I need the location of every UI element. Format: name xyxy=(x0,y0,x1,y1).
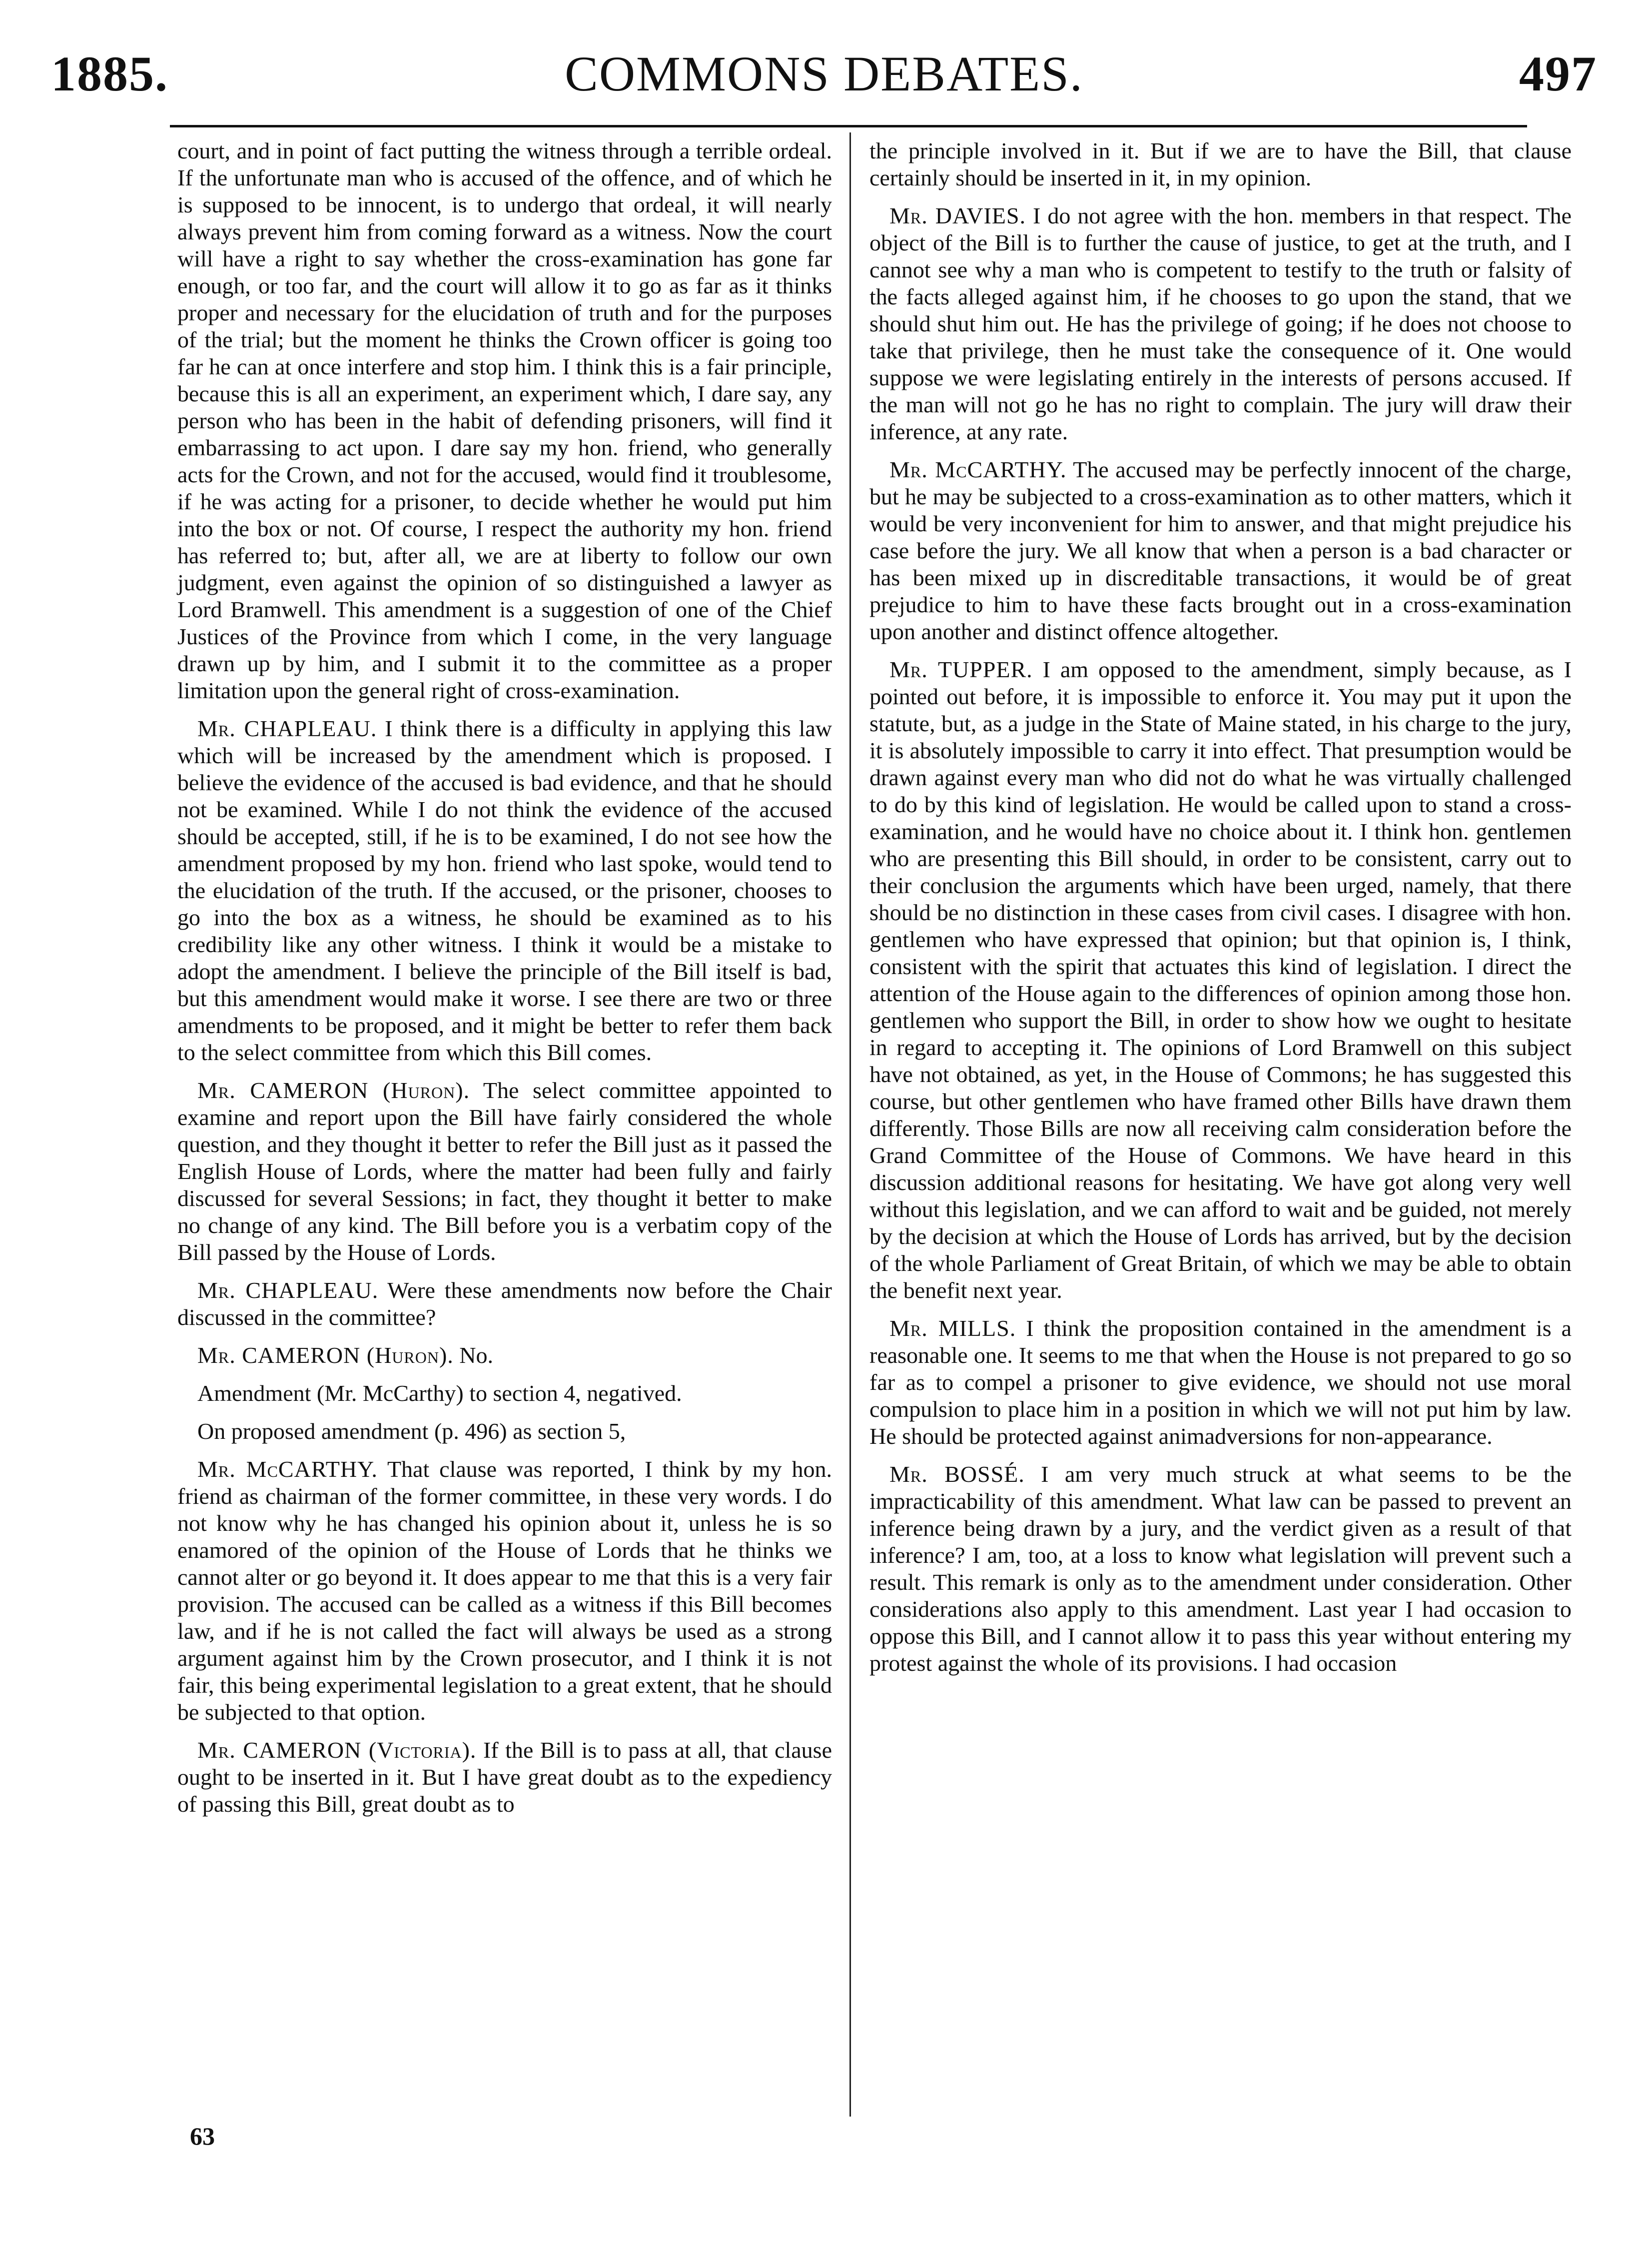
paragraph xyxy=(869,137,1572,191)
speaker-name: Mr. MILLS. xyxy=(889,1315,1016,1341)
paragraph-text: The accused may be perfectly innocent of the charge, but he may be subjected to a cross-examination as to other matters, which it would be very inconvenient for him to answer, and that might prejudice his case before the jury. We all know that when a person is a bad character or has been mixed up in discreditable transactions, it would be of great prejudice to him to have these facts brought out in a cross-examination upon another and distinct offence altogether. xyxy=(869,457,1572,644)
paragraph-text: Amendment (Mr. McCarthy) to section 4, negatived. xyxy=(197,1380,682,1406)
header-rule xyxy=(170,125,1527,127)
left-column xyxy=(177,137,832,1829)
paragraph-text: The select committee appointed to examine and report upon the Bill have fairly considered the whole question, and they thought it better to refer the Bill just as it passed the English House of Lords, where the matter had been fully and fairly discussed for several Sessions; in fact, they thought it better to make no change of any kind. The Bill before you is a verbatim copy of the Bill passed by the House of Lords. xyxy=(177,1078,832,1265)
header-title: COMMONS DEBATES. xyxy=(565,46,1083,101)
paragraph xyxy=(869,202,1572,445)
right-column xyxy=(869,137,1572,1688)
paragraph xyxy=(869,456,1572,645)
paragraph xyxy=(177,1380,832,1407)
header-page-number: 497 xyxy=(1519,46,1597,101)
header-year: 1885. xyxy=(51,46,168,101)
paragraph-text: That clause was reported, I think by my hon. friend as chairman of the former committee, in these very words. I do not know why he has changed his opinion about it, unless he is so enamored of the opinion of the House of Lords that he thinks we cannot alter or go beyond it. It does appear to me that this is a very fair provision. The accused can be called as a witness if this Bill becomes law, and if he is not called the fact will always be used as a strong argument against him by the Crown prosecutor, and I think it is not fair, this being experimental legislation to a great extent, that he should be subjected to that option. xyxy=(177,1456,832,1725)
paragraph xyxy=(177,1077,832,1266)
paragraph-text: If the Bill is to pass at all, that clause ought to be inserted in it. But I have great doubt as to the expediency of passing this Bill, great doubt as to xyxy=(177,1737,832,1817)
speaker-name: Mr. CHAPLEAU. xyxy=(197,1277,379,1303)
paragraph xyxy=(177,1456,832,1726)
column-divider xyxy=(849,132,851,2117)
paragraph-text: court, and in point of fact putting the witness through a terrible ordeal. If the unfortunate man who is accused of the offence, and of which he is supposed to be innocent, is to undergo that ordeal, it will nearly always prevent him from coming forward as a witness. Now the court will have a right to say whether the cross-examination has gone far enough, or too far, and the court will allow it to go as far as it thinks proper and necessary for the elucidation of truth and for the purposes of the trial; but the moment he thinks the Crown officer is going too far he can at once interfere and stop him. I think this is a fair principle, because this is all an experiment, an experiment which, I dare say, any person who has been in the habit of defending prisoners, will find it embarrassing to act upon. I dare say my hon. friend, who generally acts for the Crown, and not for the accused, would find it troublesome, if he was acting for a prisoner, to decide whether he would put him into the box or not. Of course, I respect the authority my hon. friend has referred to; but, after all, we are at liberty to follow our own judgment, even against the opinion of so distinguished a lawyer as Lord Bramwell. This amendment is a suggestion of one of the Chief Justices of the Province from which I come, in the very language drawn up by him, and I submit it to the committee as a proper limitation upon the general right of cross-examination. xyxy=(177,138,832,703)
paragraph xyxy=(177,715,832,1066)
paragraph xyxy=(177,1342,832,1369)
speaker-name: Mr. CAMERON (Victoria). xyxy=(197,1737,477,1763)
paragraph xyxy=(177,1737,832,1818)
page-header xyxy=(51,37,1597,107)
speaker-name: Mr. DAVIES. xyxy=(889,203,1026,228)
paragraph xyxy=(177,1277,832,1331)
paragraph-text: I am very much struck at what seems to be the impracticability of this amendment. What law can be passed to prevent an inference being drawn by a jury, and the verdict given as a result of that inference? I am, too, at a loss to know what legislation will prevent such a result. This remark is only as to the amendment under consideration. Other considerations also apply to this amendment. Last year I had occasion to oppose this Bill, and I cannot allow it to pass this year without entering my protest against the whole of its provisions. I had occasion xyxy=(869,1461,1572,1676)
paragraph-text: I am opposed to the amendment, simply because, as I pointed out before, it is impossible to enforce it. You may put it upon the statute, but, as a judge in the State of Maine stated, in his charge to the jury, it is absolutely impossible to carry it into effect. That presumption would be drawn against every man who did not do what he was virtually challenged to do by this kind of legislation. He would be called upon to stand a cross-examination, and he would have no choice about it. I think hon. gentlemen who are presenting this Bill should, in order to be consistent, carry out to their conclusion the arguments which have been urged, namely, that there should be no distinction in these cases from civil cases. I disagree with hon. gentlemen who have expressed that opinion; but that opinion is, I think, consistent with the spirit that actuates this kind of legislation. I direct the attention of the House again to the differences of opinion among those hon. gentlemen who support the Bill, in order to show how we ought to hesitate in regard to accepting it. The opinions of Lord Bramwell on this subject have not obtained, as yet, in the House of Commons; he has suggested this course, but other gentlemen who have framed other Bills have drawn them differently. Those Bills are now all receiving calm consideration before the Grand Committee of the House of Commons. We have heard in this discussion additional reasons for hesitating. We have got along very well without this legislation, and we can afford to wait and be guided, not merely by the decision at which the House of Lords has arrived, but by the decision of the whole Parliament of Great Britain, of which we may be able to obtain the benefit next year. xyxy=(869,657,1572,1303)
speaker-name: Mr. BOSSÉ. xyxy=(889,1461,1025,1487)
speaker-name: Mr. CAMERON (Huron). xyxy=(197,1078,470,1103)
paragraph xyxy=(869,656,1572,1304)
paragraph-text: No. xyxy=(459,1342,494,1368)
paragraph-text: Were these amendments now before the Chair discussed in the committee? xyxy=(177,1277,832,1330)
paragraph xyxy=(177,137,832,704)
signature-mark: 63 xyxy=(190,2122,215,2150)
speaker-name: Mr. McCARTHY. xyxy=(889,457,1067,482)
paragraph xyxy=(177,1418,832,1445)
paragraph-text: On proposed amendment (p. 496) as section 5, xyxy=(197,1418,626,1444)
paragraph xyxy=(869,1315,1572,1450)
paragraph-text: the principle involved in it. But if we are to have the Bill, that clause certainly should be inserted in it, in my opinion. xyxy=(869,138,1572,190)
speaker-name: Mr. McCARTHY. xyxy=(197,1456,378,1482)
paragraph xyxy=(869,1461,1572,1677)
speaker-name: Mr. CAMERON (Huron). xyxy=(197,1342,454,1368)
paragraph-text: I think there is a difficulty in applying this law which will be increased by the amendment which is proposed. I believe the evidence of the accused is bad evidence, and that he should not be examined. While I do not think the evidence of the accused should be accepted, still, if he is to be examined, I do not see how the amendment proposed by my hon. friend who last spoke, would tend to the elucidation of the truth. If the accused, or the prisoner, chooses to go into the box as a witness, he should be examined as to his credibility like any other witness. I think it would be a mistake to adopt the amendment. I believe the principle of the Bill itself is bad, but this amendment would make it worse. I see there are two or three amendments to be proposed, and it might be better to refer them back to the select committee from which this Bill comes. xyxy=(177,716,832,1065)
paragraph-text: I think the proposition contained in the amendment is a reasonable one. It seems to me that when the House is not prepared to go so far as to compel a prisoner to give evidence, we should not use moral compulsion to place him in a position in which we will not put him by law. He should be protected against animadversions for non-appearance. xyxy=(869,1315,1572,1449)
speaker-name: Mr. CHAPLEAU. xyxy=(197,716,377,741)
paragraph-text: I do not agree with the hon. members in that respect. The object of the Bill is to further the cause of justice, to get at the truth, and I cannot see why a man who is competent to testify to the truth or falsity of the facts alleged against him, if he chooses to go upon the stand, that we should shut him out. He has the privilege of going; if he does not choose to take that privilege, then he must take the consequence of it. One would suppose we were legislating entirely in the interests of persons accused. If the man will not go he has no right to complain. The jury will draw their inference, at any rate. xyxy=(869,203,1572,444)
speaker-name: Mr. TUPPER. xyxy=(889,657,1033,682)
